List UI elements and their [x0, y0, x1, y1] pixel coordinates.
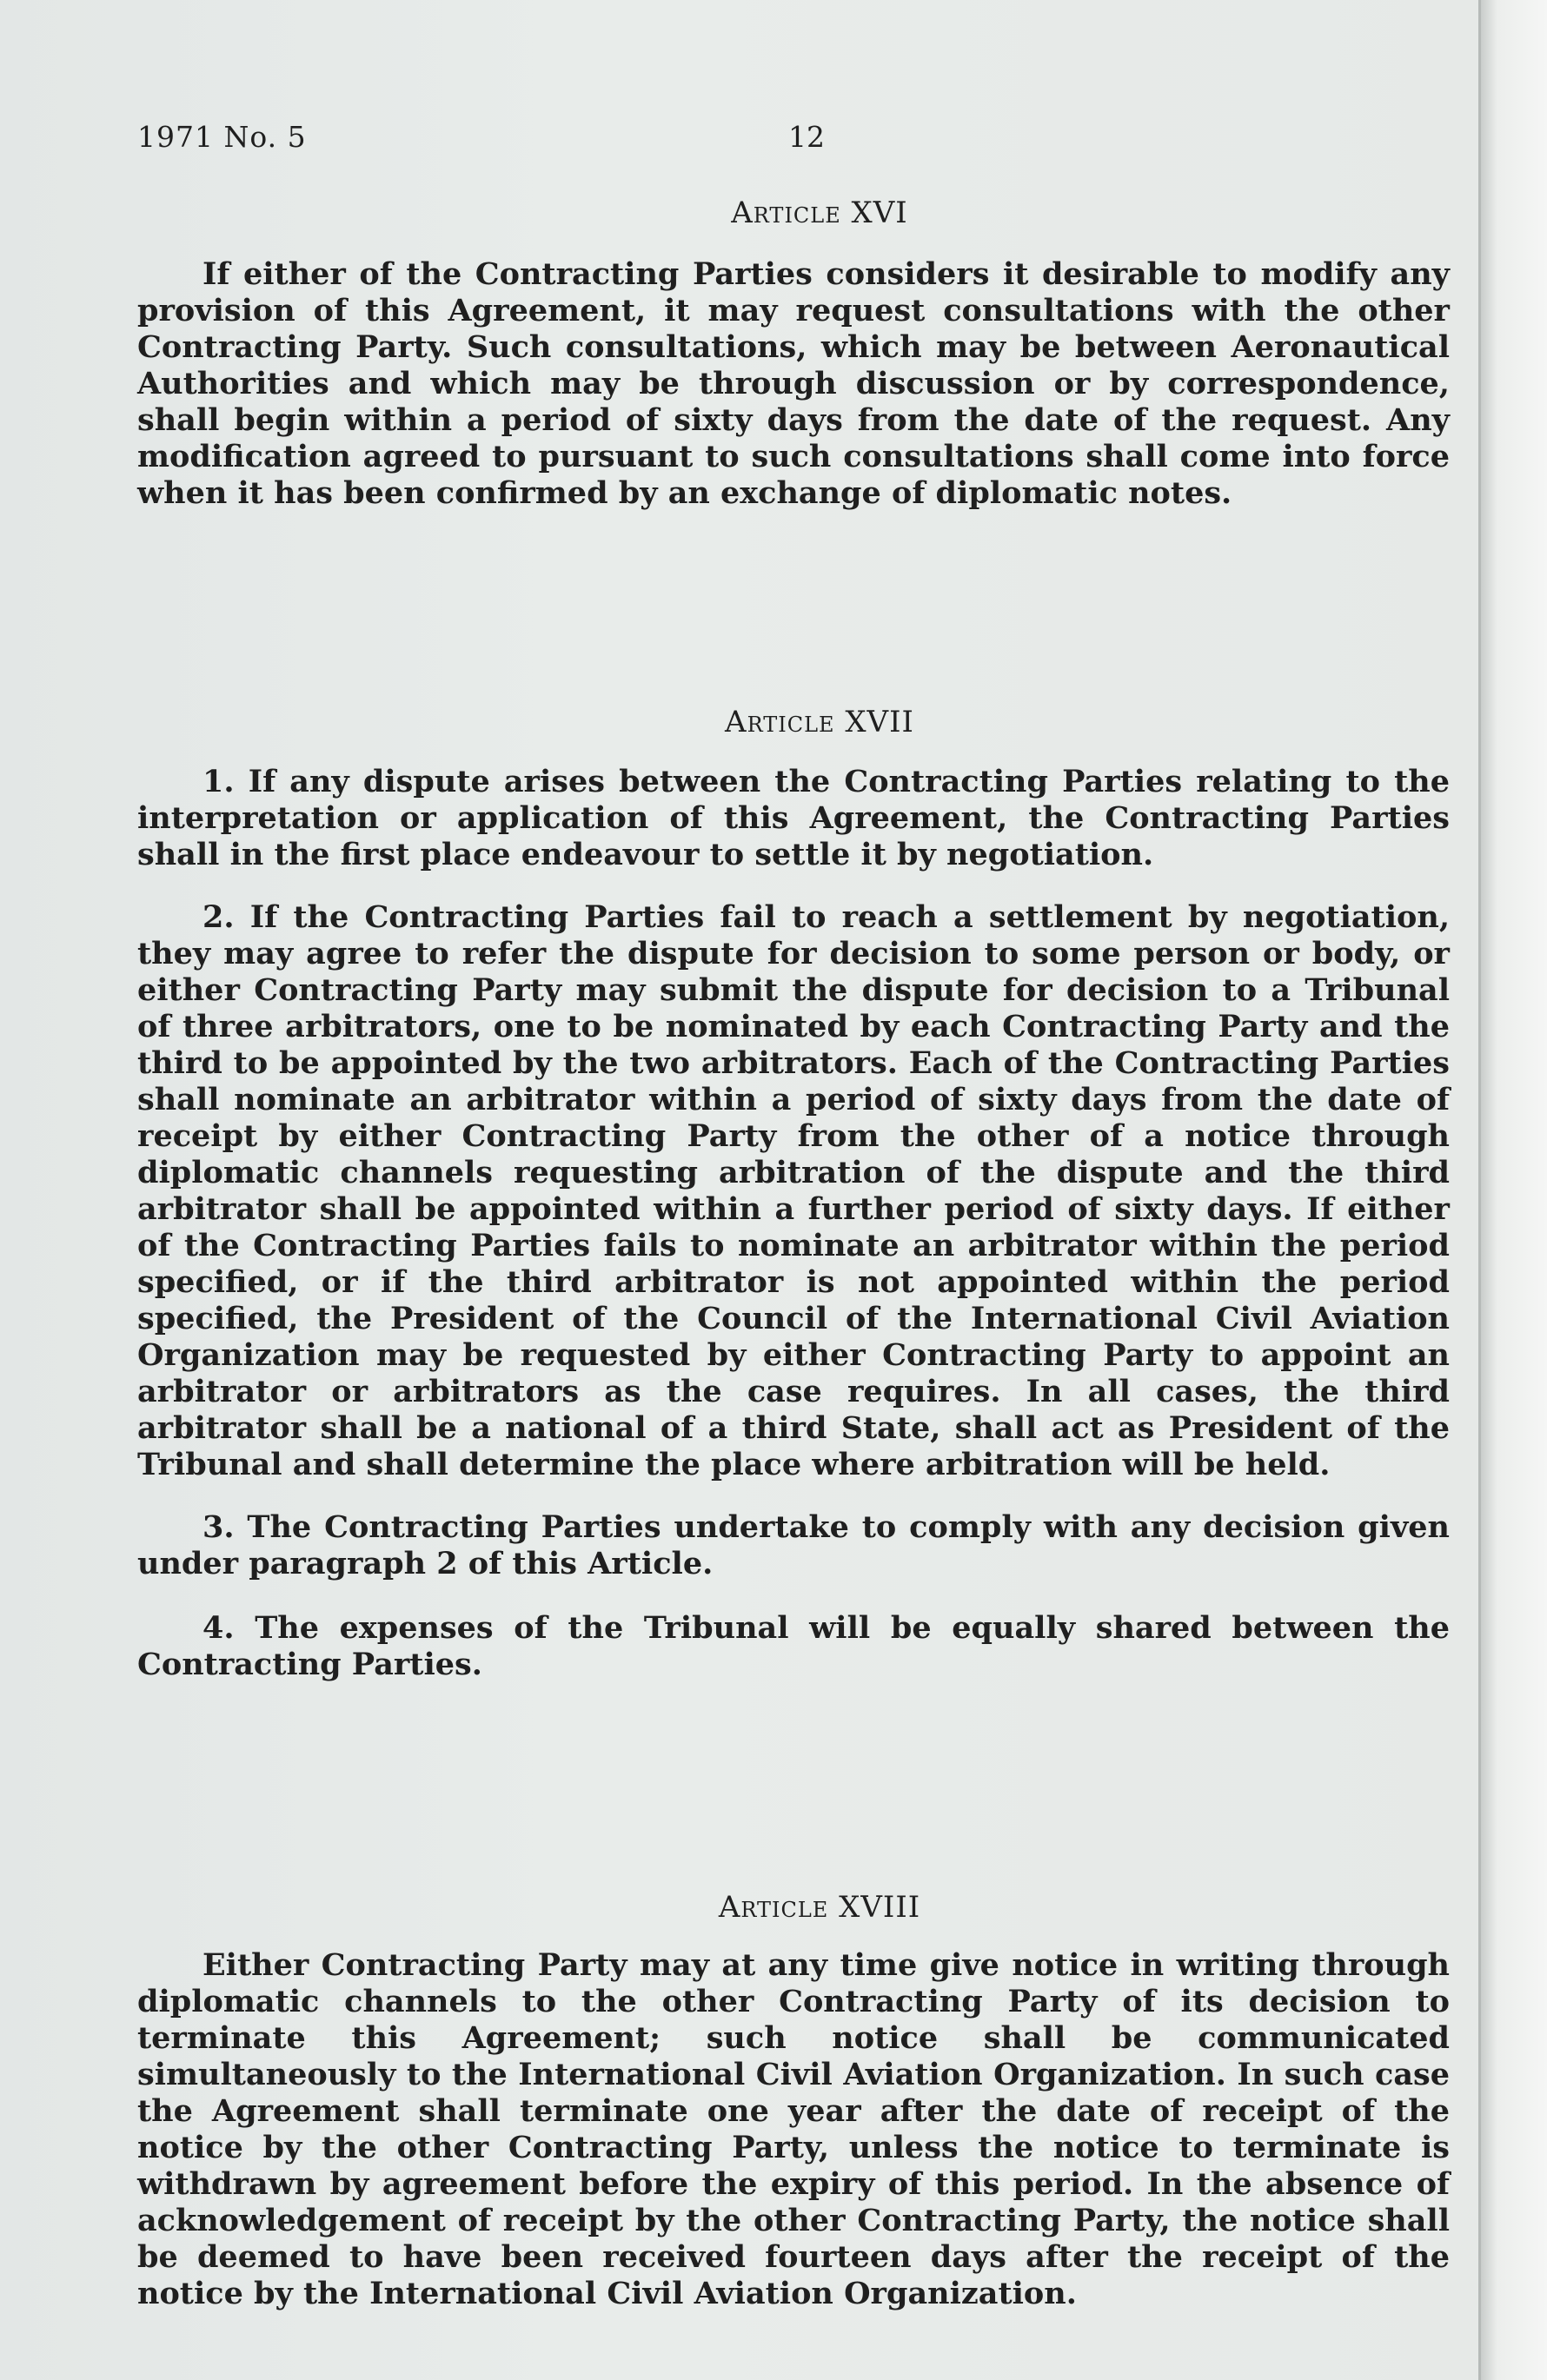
page-number: 12 — [788, 120, 825, 154]
year-number-label: 1971 No. 5 — [137, 120, 307, 154]
document-body — [137, 196, 1450, 2312]
article-18-paragraph: Either Contracting Party may at any time give notice in writing through diplomatic channels to the other Contracting Party of its decision to terminate this Agreement; such notice shall be communicated simultaneously to the International Civil Aviation Organization. In such case the Agreement shall terminate one year after the date of receipt of the notice by the other Contracting Party, unless the notice to terminate is withdrawn by agreement before the expiry of this period. In the absence of acknowledgement of receipt by the other Contracting Party, the notice shall be deemed to have been received fourteen days after the receipt of the notice by the International Civil Aviation Organization. — [137, 1947, 1450, 2311]
article-17-paragraph-4: 4. The expenses of the Tribunal will be equally shared between the Contracting Parties. — [137, 1610, 1450, 1682]
article-16-heading: Article XVI — [731, 196, 908, 230]
article-17-paragraph-3: 3. The Contracting Parties undertake to comply with any decision given under paragraph 2 of this Article. — [137, 1509, 1450, 1581]
article-18-heading: Article XVIII — [718, 1890, 921, 1925]
article-17-paragraph-1: 1. If any dispute arises between the Contracting Parties relating to the interpretation or application of this Agreement, the Contracting Parties shall in the first place endeavour to settle it by negotiation. — [137, 764, 1450, 872]
page-header — [137, 120, 1450, 155]
article-17-paragraph-2: 2. If the Contracting Parties fail to reach a settlement by negotiation, they may agree to refer the dispute for decision to some person or body, or either Contracting Party may submit the dispute for decision to a Tribunal of three arbitrators, one to be nominated by each Contracting Party and the third to be appointed by the two arbitrators. Each of the Contracting Parties shall nominate an arbitrator within a period of sixty days from the date of receipt by either Contracting Party from the other of a notice through diplomatic channels requesting arbitration of the dispute and the third arbitrator shall be appointed within a further period of sixty days. If either of the Contracting Parties fails to nominate an arbitrator within the period specified, or if the third arbitrator is not appointed within the period specified, the President of the Council of the International Civil Aviation Organization may be requested by either Contracting Party to appoint an arbitrator or arbitrators as the case requires. In all cases, the third arbitrator shall be a national of a third State, shall act as President of the Tribunal and shall determine the place where arbitration will be held. — [137, 899, 1450, 1482]
page-edge-shadow — [1478, 0, 1547, 2380]
article-16-paragraph: If either of the Contracting Parties considers it desirable to modify any provision of this Agreement, it may request consultations with the other Contracting Party. Such consultations, which may be between Aeronautical Authorities and which may be through discussion or by correspondence, shall begin within a period of sixty days from the date of the request. Any modification agreed to pursuant to such consultations shall come into force when it has been confirmed by an exchange of diplomatic notes. — [137, 256, 1450, 511]
article-17-heading: Article XVII — [725, 705, 914, 739]
